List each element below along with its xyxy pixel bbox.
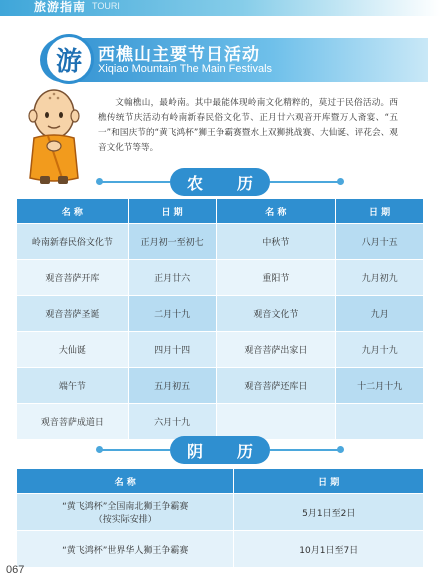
table-row — [17, 224, 424, 260]
solar-festival-table — [16, 468, 424, 568]
col-header-name: 名 称 — [216, 199, 336, 224]
festival-date: 八月十五 — [336, 224, 424, 260]
table-header-row — [17, 199, 424, 224]
festival-date: 正月廿六 — [128, 260, 216, 296]
solar-heading-char-1: 阴 — [186, 441, 203, 461]
lunar-heading-char-1: 农 — [186, 173, 203, 193]
top-header-bar — [0, 0, 440, 16]
table-row — [17, 531, 424, 568]
festival-date: 四月十四 — [128, 332, 216, 368]
festival-date: 正月初一至初七 — [128, 224, 216, 260]
festival-name: 岭南新春民俗文化节 — [17, 224, 129, 260]
festival-date: 二月十九 — [128, 296, 216, 332]
table-row — [17, 368, 424, 404]
festival-date: 10月1日至7日 — [234, 531, 424, 568]
table-row — [17, 296, 424, 332]
table-row — [17, 260, 424, 296]
festival-name-note: （按实际安排） — [93, 515, 157, 525]
col-header-date: 日 期 — [128, 199, 216, 224]
festival-name — [216, 404, 336, 440]
festival-name: 观音菩萨开库 — [17, 260, 129, 296]
festival-name: 观音菩萨圣诞 — [17, 296, 129, 332]
banner-badge — [44, 34, 94, 84]
intro-paragraph: 文翰樵山，最岭南。其中最能体现岭南文化精粹的，莫过于民俗活动。西樵传统节庆活动有岭南新春民俗文化节、正月廿六观音开库暨万人斋宴、“五一”和国庆节的“黄飞鸿杯”狮王争霸赛暨水上双狮挑战赛、大仙诞、评花会、观音文化节等等。 — [98, 98, 398, 153]
solar-section-heading — [16, 436, 424, 464]
col-header-date: 日 期 — [336, 199, 424, 224]
col-header-name: 名 称 — [17, 199, 129, 224]
page-subtitle: Xiqiao Mountain The Main Festivals — [98, 63, 273, 75]
festival-name: 重阳节 — [216, 260, 336, 296]
festival-name — [17, 531, 234, 568]
festival-name-line: “黄飞鸿杯”世界华人狮王争霸赛 — [62, 545, 189, 556]
festival-name: 中秋节 — [216, 224, 336, 260]
festival-date: 5月1日至2日 — [234, 494, 424, 531]
col-header-date: 日 期 — [234, 469, 424, 494]
festival-name: 观音文化节 — [216, 296, 336, 332]
festival-date: 五月初五 — [128, 368, 216, 404]
table-header-row — [17, 469, 424, 494]
festival-date: 六月十九 — [128, 404, 216, 440]
col-header-name: 名 称 — [17, 469, 234, 494]
page-title: 西樵山主要节日活动 — [98, 45, 260, 65]
table-row — [17, 494, 424, 531]
festival-name: 观音菩萨还库日 — [216, 368, 336, 404]
lunar-heading-char-2: 历 — [236, 173, 253, 193]
section-tag: 旅游指南 — [34, 0, 87, 14]
festival-date: 九月十九 — [336, 332, 424, 368]
festival-name: 大仙诞 — [17, 332, 129, 368]
lunar-section-heading — [16, 168, 424, 196]
festival-name: 端午节 — [17, 368, 129, 404]
festival-name: 观音菩萨出家日 — [216, 332, 336, 368]
page-number: 067 — [6, 564, 25, 576]
festival-date — [336, 404, 424, 440]
festival-date: 九月 — [336, 296, 424, 332]
festival-name — [17, 494, 234, 531]
festival-date: 十二月十九 — [336, 368, 424, 404]
table-row — [17, 332, 424, 368]
solar-heading-char-2: 历 — [236, 441, 253, 461]
section-tag-en: TOURI — [92, 1, 120, 11]
festival-name-line: “黄飞鸿杯”全国南北狮王争霸赛 — [62, 502, 189, 512]
table-row — [17, 404, 424, 440]
festival-name: 观音菩萨成道日 — [17, 404, 129, 440]
lunar-festival-table — [16, 198, 424, 440]
festival-date: 九月初九 — [336, 260, 424, 296]
badge-char: 游 — [55, 46, 82, 77]
